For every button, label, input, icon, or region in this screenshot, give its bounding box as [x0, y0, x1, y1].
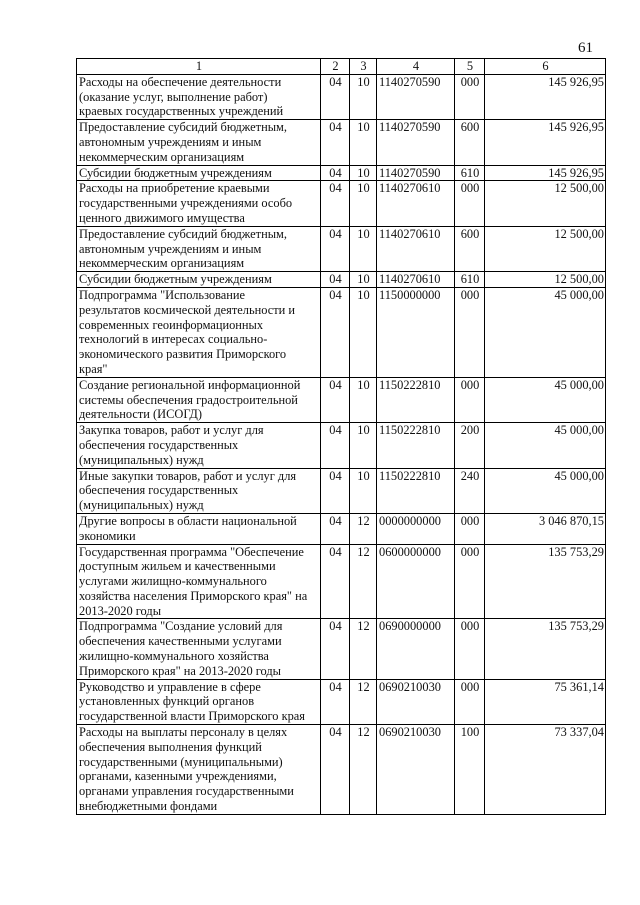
row-name: Подпрограмма "Использование результатов космической деятельности и современных геоинформационных технологий в интересах социально- экономического развития Приморского края"	[77, 287, 321, 377]
row-subsection: 10	[350, 377, 377, 422]
row-subsection: 10	[350, 181, 377, 226]
row-subsection: 10	[350, 272, 377, 288]
row-chapter: 04	[321, 74, 350, 119]
row-amount: 145 926,95	[485, 165, 606, 181]
table-row	[77, 513, 606, 544]
budget-table	[76, 58, 606, 815]
table-row	[77, 165, 606, 181]
table-row	[77, 423, 606, 468]
row-chapter: 04	[321, 468, 350, 513]
table-row	[77, 272, 606, 288]
table-row	[77, 725, 606, 815]
row-amount: 3 046 870,15	[485, 513, 606, 544]
row-expense-type: 000	[455, 679, 485, 724]
row-expense-type: 100	[455, 725, 485, 815]
row-subsection: 12	[350, 679, 377, 724]
row-amount: 135 753,29	[485, 544, 606, 619]
header-col-1: 1	[77, 59, 321, 75]
row-name: Государственная программа "Обеспечение доступным жильем и качественными услугами жилищно-коммунального хозяйства населения Приморского края" на 2013-2020 годы	[77, 544, 321, 619]
row-target-article: 0690210030	[377, 679, 455, 724]
row-target-article: 0600000000	[377, 544, 455, 619]
row-expense-type: 240	[455, 468, 485, 513]
row-subsection: 10	[350, 120, 377, 165]
row-expense-type: 000	[455, 287, 485, 377]
row-expense-type: 000	[455, 74, 485, 119]
table-row	[77, 120, 606, 165]
header-col-2: 2	[321, 59, 350, 75]
row-target-article: 1140270610	[377, 181, 455, 226]
row-amount: 12 500,00	[485, 181, 606, 226]
row-target-article: 0690000000	[377, 619, 455, 679]
row-subsection: 10	[350, 226, 377, 271]
row-target-article: 1150000000	[377, 287, 455, 377]
table-row	[77, 377, 606, 422]
row-amount: 45 000,00	[485, 287, 606, 377]
table-body	[77, 74, 606, 814]
header-col-4: 4	[377, 59, 455, 75]
row-target-article: 0690210030	[377, 725, 455, 815]
row-amount: 73 337,04	[485, 725, 606, 815]
row-subsection: 12	[350, 725, 377, 815]
row-chapter: 04	[321, 377, 350, 422]
row-target-article: 1140270610	[377, 226, 455, 271]
table-row	[77, 181, 606, 226]
row-expense-type: 000	[455, 619, 485, 679]
row-expense-type: 600	[455, 226, 485, 271]
row-chapter: 04	[321, 513, 350, 544]
row-amount: 145 926,95	[485, 120, 606, 165]
table-row	[77, 74, 606, 119]
row-subsection: 10	[350, 423, 377, 468]
header-col-6: 6	[485, 59, 606, 75]
row-chapter: 04	[321, 165, 350, 181]
row-chapter: 04	[321, 120, 350, 165]
row-amount: 45 000,00	[485, 468, 606, 513]
row-name: Предоставление субсидий бюджетным, автономным учреждениям и иным некоммерческим организациям	[77, 120, 321, 165]
row-subsection: 12	[350, 619, 377, 679]
table-row	[77, 287, 606, 377]
row-subsection: 12	[350, 544, 377, 619]
row-chapter: 04	[321, 423, 350, 468]
row-chapter: 04	[321, 725, 350, 815]
row-target-article: 1150222810	[377, 377, 455, 422]
row-target-article: 1150222810	[377, 423, 455, 468]
row-chapter: 04	[321, 226, 350, 271]
row-amount: 45 000,00	[485, 423, 606, 468]
row-expense-type: 600	[455, 120, 485, 165]
row-expense-type: 610	[455, 272, 485, 288]
row-expense-type: 200	[455, 423, 485, 468]
row-target-article: 1140270590	[377, 165, 455, 181]
table-row	[77, 619, 606, 679]
row-chapter: 04	[321, 181, 350, 226]
row-subsection: 10	[350, 468, 377, 513]
row-expense-type: 610	[455, 165, 485, 181]
row-subsection: 10	[350, 165, 377, 181]
row-name: Иные закупки товаров, работ и услуг для обеспечения государственных (муниципальных) нужд	[77, 468, 321, 513]
row-name: Субсидии бюджетным учреждениям	[77, 165, 321, 181]
row-target-article: 0000000000	[377, 513, 455, 544]
row-name: Подпрограмма "Создание условий для обеспечения качественными услугами жилищно-коммунального хозяйства Приморского края" на 2013-2020 годы	[77, 619, 321, 679]
header-col-3: 3	[350, 59, 377, 75]
table-row	[77, 468, 606, 513]
table-row	[77, 226, 606, 271]
row-chapter: 04	[321, 272, 350, 288]
row-target-article: 1140270590	[377, 74, 455, 119]
row-chapter: 04	[321, 544, 350, 619]
row-expense-type: 000	[455, 513, 485, 544]
row-expense-type: 000	[455, 181, 485, 226]
table-row	[77, 544, 606, 619]
row-amount: 45 000,00	[485, 377, 606, 422]
row-name: Закупка товаров, работ и услуг для обеспечения государственных (муниципальных) нужд	[77, 423, 321, 468]
row-name: Расходы на выплаты персоналу в целях обеспечения выполнения функций государственными (муниципальными) органами, казенными учреждениями, органами управления государственными внебюджетными фондами	[77, 725, 321, 815]
row-name: Создание региональной информационной системы обеспечения градостроительной деятельности (ИСОГД)	[77, 377, 321, 422]
header-col-5: 5	[455, 59, 485, 75]
row-name: Субсидии бюджетным учреждениям	[77, 272, 321, 288]
row-target-article: 1150222810	[377, 468, 455, 513]
row-amount: 12 500,00	[485, 272, 606, 288]
page-number: 61	[578, 40, 593, 56]
table-header-row	[77, 59, 606, 75]
row-target-article: 1140270590	[377, 120, 455, 165]
row-name: Руководство и управление в сфере установленных функций органов государственной власти Приморского края	[77, 679, 321, 724]
row-amount: 75 361,14	[485, 679, 606, 724]
row-expense-type: 000	[455, 544, 485, 619]
table-row	[77, 679, 606, 724]
row-chapter: 04	[321, 619, 350, 679]
row-subsection: 10	[350, 287, 377, 377]
row-name: Предоставление субсидий бюджетным, автономным учреждениям и иным некоммерческим организациям	[77, 226, 321, 271]
row-subsection: 10	[350, 74, 377, 119]
row-name: Другие вопросы в области национальной экономики	[77, 513, 321, 544]
row-amount: 12 500,00	[485, 226, 606, 271]
row-chapter: 04	[321, 679, 350, 724]
row-name: Расходы на обеспечение деятельности (оказание услуг, выполнение работ) краевых государственных учреждений	[77, 74, 321, 119]
row-expense-type: 000	[455, 377, 485, 422]
row-target-article: 1140270610	[377, 272, 455, 288]
row-amount: 145 926,95	[485, 74, 606, 119]
row-chapter: 04	[321, 287, 350, 377]
row-name: Расходы на приобретение краевыми государственными учреждениями особо ценного движимого имущества	[77, 181, 321, 226]
row-amount: 135 753,29	[485, 619, 606, 679]
row-subsection: 12	[350, 513, 377, 544]
